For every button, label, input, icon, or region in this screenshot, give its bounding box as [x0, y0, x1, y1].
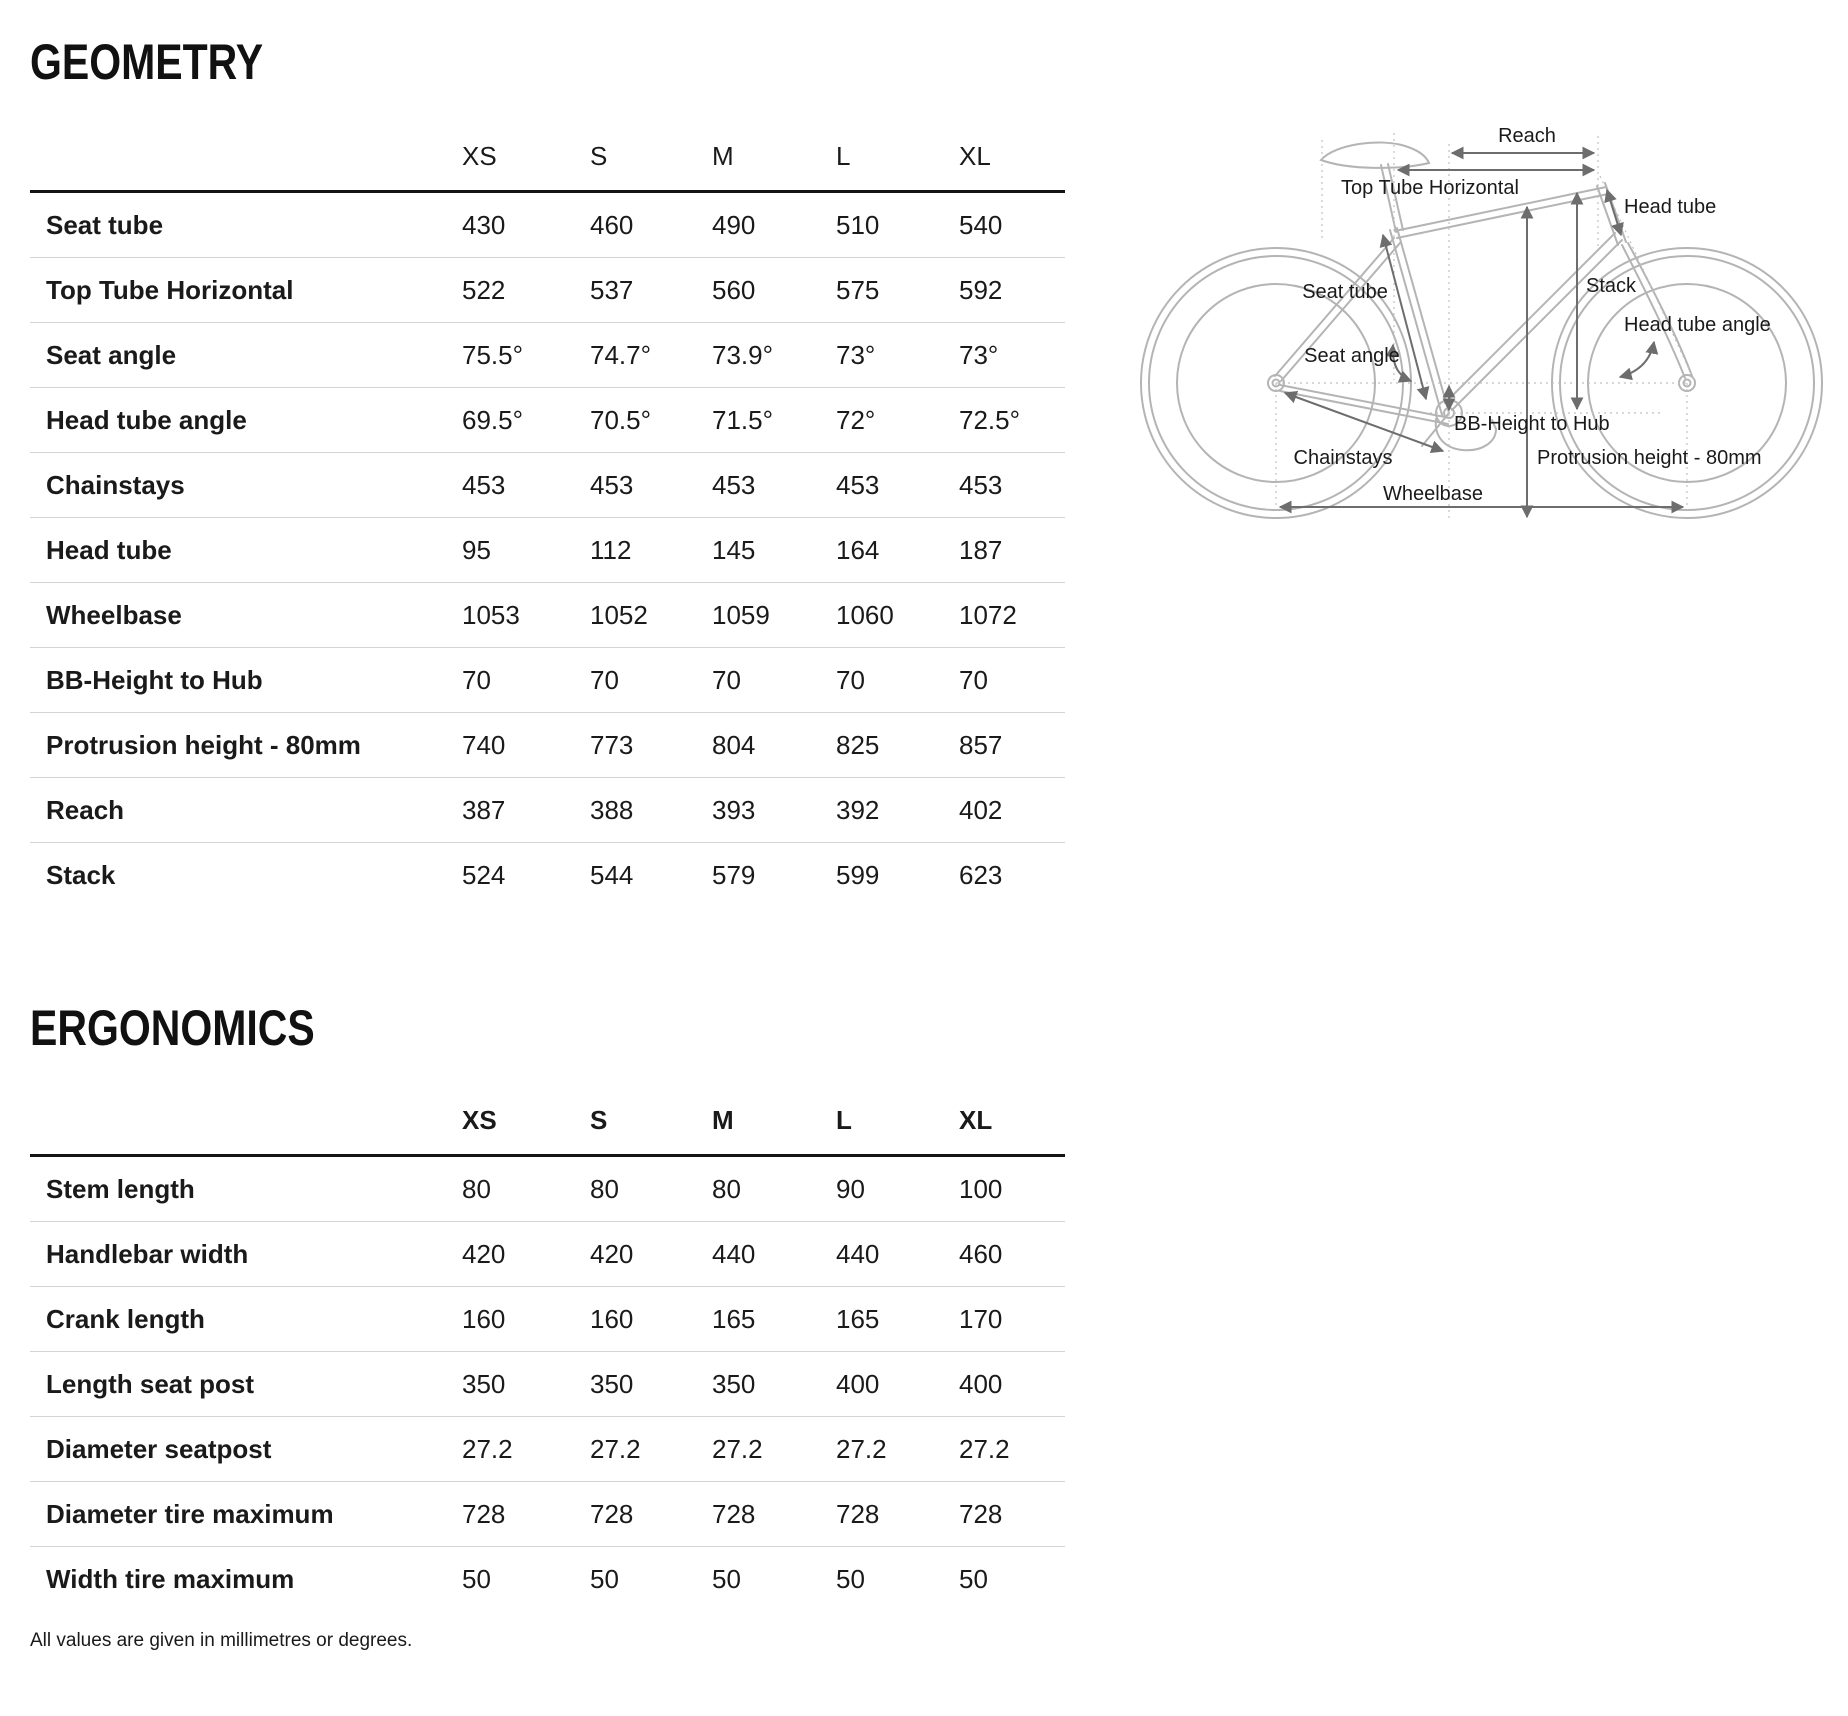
cell-value: 160	[590, 1303, 634, 1334]
bike-geometry-diagram	[1100, 80, 1848, 580]
cell-value: 522	[462, 274, 506, 305]
diagram-label-wheelbase: Wheelbase	[1382, 483, 1484, 505]
row-label: Diameter seatpost	[46, 1433, 272, 1464]
row-label: Head tube angle	[46, 404, 247, 435]
cell-value: 540	[959, 209, 1003, 240]
cell-value: 27.2	[836, 1433, 887, 1464]
table-row	[30, 583, 1065, 648]
cell-value: 402	[959, 794, 1003, 825]
cell-value: 392	[836, 794, 880, 825]
table-row	[30, 1222, 1065, 1287]
row-label: Top Tube Horizontal	[46, 274, 294, 305]
row-label: Wheelbase	[46, 599, 182, 630]
cell-value: 393	[712, 794, 756, 825]
cell-value: 70	[712, 664, 741, 695]
cell-value: 460	[590, 209, 634, 240]
row-label: Seat angle	[46, 339, 177, 370]
cell-value: 90	[836, 1173, 865, 1204]
cell-value: 524	[462, 860, 506, 890]
cell-value: 1060	[836, 599, 894, 630]
column-header-l: L	[836, 1105, 852, 1135]
row-label: Chainstays	[46, 469, 185, 500]
geometry-table-body	[30, 190, 1065, 908]
cell-value: 100	[959, 1173, 1003, 1204]
cell-value: 460	[959, 1238, 1003, 1269]
cell-value: 440	[836, 1238, 880, 1269]
row-label: Crank length	[46, 1303, 205, 1334]
ergonomics-table-body	[30, 1154, 1065, 1612]
diagram-label-reach: Reach	[1498, 125, 1556, 147]
row-label: Handlebar width	[46, 1238, 249, 1269]
table-row	[30, 648, 1065, 713]
cell-value: 857	[959, 729, 1003, 760]
cell-value: 27.2	[462, 1433, 513, 1464]
column-header-xl: XL	[959, 141, 991, 171]
cell-value: 165	[712, 1303, 756, 1334]
diagram-label-top-tube-horizontal: Top Tube Horizontal	[1341, 177, 1519, 199]
cell-value: 728	[959, 1498, 1003, 1529]
column-header-xs: XS	[462, 141, 497, 171]
ergonomics-table-header	[30, 1086, 1065, 1154]
cell-value: 592	[959, 274, 1003, 305]
diagram-label-seat-angle: Seat angle	[1304, 345, 1400, 367]
cell-value: 71.5°	[712, 404, 774, 435]
cell-value: 50	[712, 1564, 741, 1594]
cell-value: 50	[836, 1564, 865, 1594]
diagram-label-bb-height-to-hub: BB-Height to Hub	[1454, 413, 1610, 435]
cell-value: 453	[590, 469, 634, 500]
cell-value: 160	[462, 1303, 506, 1334]
column-header-xs: XS	[462, 1105, 497, 1135]
geometry-section-title: GEOMETRY	[30, 34, 264, 90]
cell-value: 350	[712, 1368, 756, 1399]
cell-value: 165	[836, 1303, 880, 1334]
table-row	[30, 518, 1065, 583]
cell-value: 537	[590, 274, 634, 305]
cell-value: 420	[590, 1238, 634, 1269]
row-label: Length seat post	[46, 1368, 255, 1399]
cell-value: 27.2	[959, 1433, 1010, 1464]
table-row	[30, 713, 1065, 778]
row-label: Stem length	[46, 1173, 195, 1204]
cell-value: 740	[462, 729, 506, 760]
cell-value: 70.5°	[590, 404, 652, 435]
cell-value: 1053	[462, 599, 520, 630]
cell-value: 27.2	[712, 1433, 763, 1464]
cell-value: 70	[590, 664, 619, 695]
diagram-label-stack: Stack	[1586, 275, 1637, 297]
table-row	[30, 323, 1065, 388]
cell-value: 70	[836, 664, 865, 695]
cell-value: 728	[462, 1498, 506, 1529]
cell-value: 728	[590, 1498, 634, 1529]
cell-value: 420	[462, 1238, 506, 1269]
row-label: Protrusion height - 80mm	[46, 729, 361, 760]
row-label: Stack	[46, 860, 116, 890]
row-label: Diameter tire maximum	[46, 1498, 334, 1529]
cell-value: 164	[836, 534, 880, 565]
cell-value: 400	[959, 1368, 1003, 1399]
cell-value: 804	[712, 729, 756, 760]
cell-value: 1072	[959, 599, 1017, 630]
cell-value: 112	[590, 534, 632, 565]
cell-value: 70	[959, 664, 988, 695]
table-row	[30, 778, 1065, 843]
geometry-table	[30, 122, 1065, 908]
cell-value: 80	[590, 1173, 619, 1204]
cell-value: 350	[590, 1368, 634, 1399]
cell-value: 69.5°	[462, 404, 524, 435]
row-label: Seat tube	[46, 209, 164, 240]
cell-value: 387	[462, 794, 506, 825]
cell-value: 73.9°	[712, 339, 774, 370]
ergonomics-section-title: ERGONOMICS	[30, 1000, 315, 1056]
table-row	[30, 388, 1065, 453]
cell-value: 95	[462, 534, 491, 565]
cell-value: 728	[836, 1498, 880, 1529]
ergonomics-table	[30, 1086, 1065, 1612]
table-row	[30, 1547, 1065, 1612]
cell-value: 400	[836, 1368, 880, 1399]
row-label: Width tire maximum	[46, 1564, 295, 1594]
cell-value: 440	[712, 1238, 756, 1269]
diagram-label-seat-tube: Seat tube	[1302, 281, 1388, 303]
cell-value: 453	[462, 469, 506, 500]
cell-value: 50	[462, 1564, 491, 1594]
row-label: Head tube	[46, 534, 172, 565]
cell-value: 430	[462, 209, 506, 240]
table-row	[30, 1482, 1065, 1547]
cell-value: 825	[836, 729, 880, 760]
table-row	[30, 1352, 1065, 1417]
cell-value: 453	[836, 469, 880, 500]
table-row	[30, 193, 1065, 258]
cell-value: 70	[462, 664, 491, 695]
units-footnote: All values are given in millimetres or degrees.	[30, 1630, 413, 1651]
cell-value: 187	[959, 534, 1003, 565]
column-header-xl: XL	[959, 1105, 993, 1135]
column-header-s: S	[590, 1105, 608, 1135]
cell-value: 490	[712, 209, 756, 240]
cell-value: 145	[712, 534, 756, 565]
cell-value: 72.5°	[959, 404, 1021, 435]
cell-value: 579	[712, 860, 756, 890]
cell-value: 453	[959, 469, 1003, 500]
cell-value: 1052	[590, 599, 648, 630]
row-label: Reach	[46, 794, 125, 825]
table-row	[30, 1287, 1065, 1352]
cell-value: 728	[712, 1498, 756, 1529]
cell-value: 388	[590, 794, 634, 825]
cell-value: 453	[712, 469, 756, 500]
diagram-label-protrusion-height: Protrusion height - 80mm	[1537, 447, 1762, 469]
cell-value: 599	[836, 860, 880, 890]
cell-value: 623	[959, 860, 1003, 890]
cell-value: 575	[836, 274, 880, 305]
cell-value: 75.5°	[462, 339, 524, 370]
cell-value: 350	[462, 1368, 506, 1399]
table-row	[30, 1417, 1065, 1482]
table-row	[30, 453, 1065, 518]
cell-value: 773	[590, 729, 634, 760]
cell-value: 72°	[836, 404, 876, 435]
column-header-s: S	[590, 141, 608, 171]
column-header-l: L	[836, 141, 851, 171]
cell-value: 73°	[959, 339, 999, 370]
table-row	[30, 258, 1065, 323]
column-header-m: M	[712, 141, 734, 171]
cell-value: 80	[712, 1173, 741, 1204]
cell-value: 50	[959, 1564, 988, 1594]
cell-value: 560	[712, 274, 756, 305]
cell-value: 510	[836, 209, 880, 240]
cell-value: 74.7°	[590, 339, 652, 370]
table-row	[30, 1157, 1065, 1222]
cell-value: 1059	[712, 599, 770, 630]
cell-value: 50	[590, 1564, 619, 1594]
table-row	[30, 843, 1065, 908]
geometry-table-header	[30, 122, 1065, 190]
cell-value: 27.2	[590, 1433, 641, 1464]
column-header-m: M	[712, 1105, 734, 1135]
diagram-label-chainstays: Chainstays	[1293, 447, 1393, 469]
cell-value: 73°	[836, 339, 876, 370]
cell-value: 80	[462, 1173, 491, 1204]
diagram-label-head-tube-angle: Head tube angle	[1624, 314, 1771, 336]
cell-value: 544	[590, 860, 634, 890]
row-label: BB-Height to Hub	[46, 664, 263, 695]
diagram-label-head-tube: Head tube	[1624, 196, 1717, 218]
cell-value: 170	[959, 1303, 1003, 1334]
